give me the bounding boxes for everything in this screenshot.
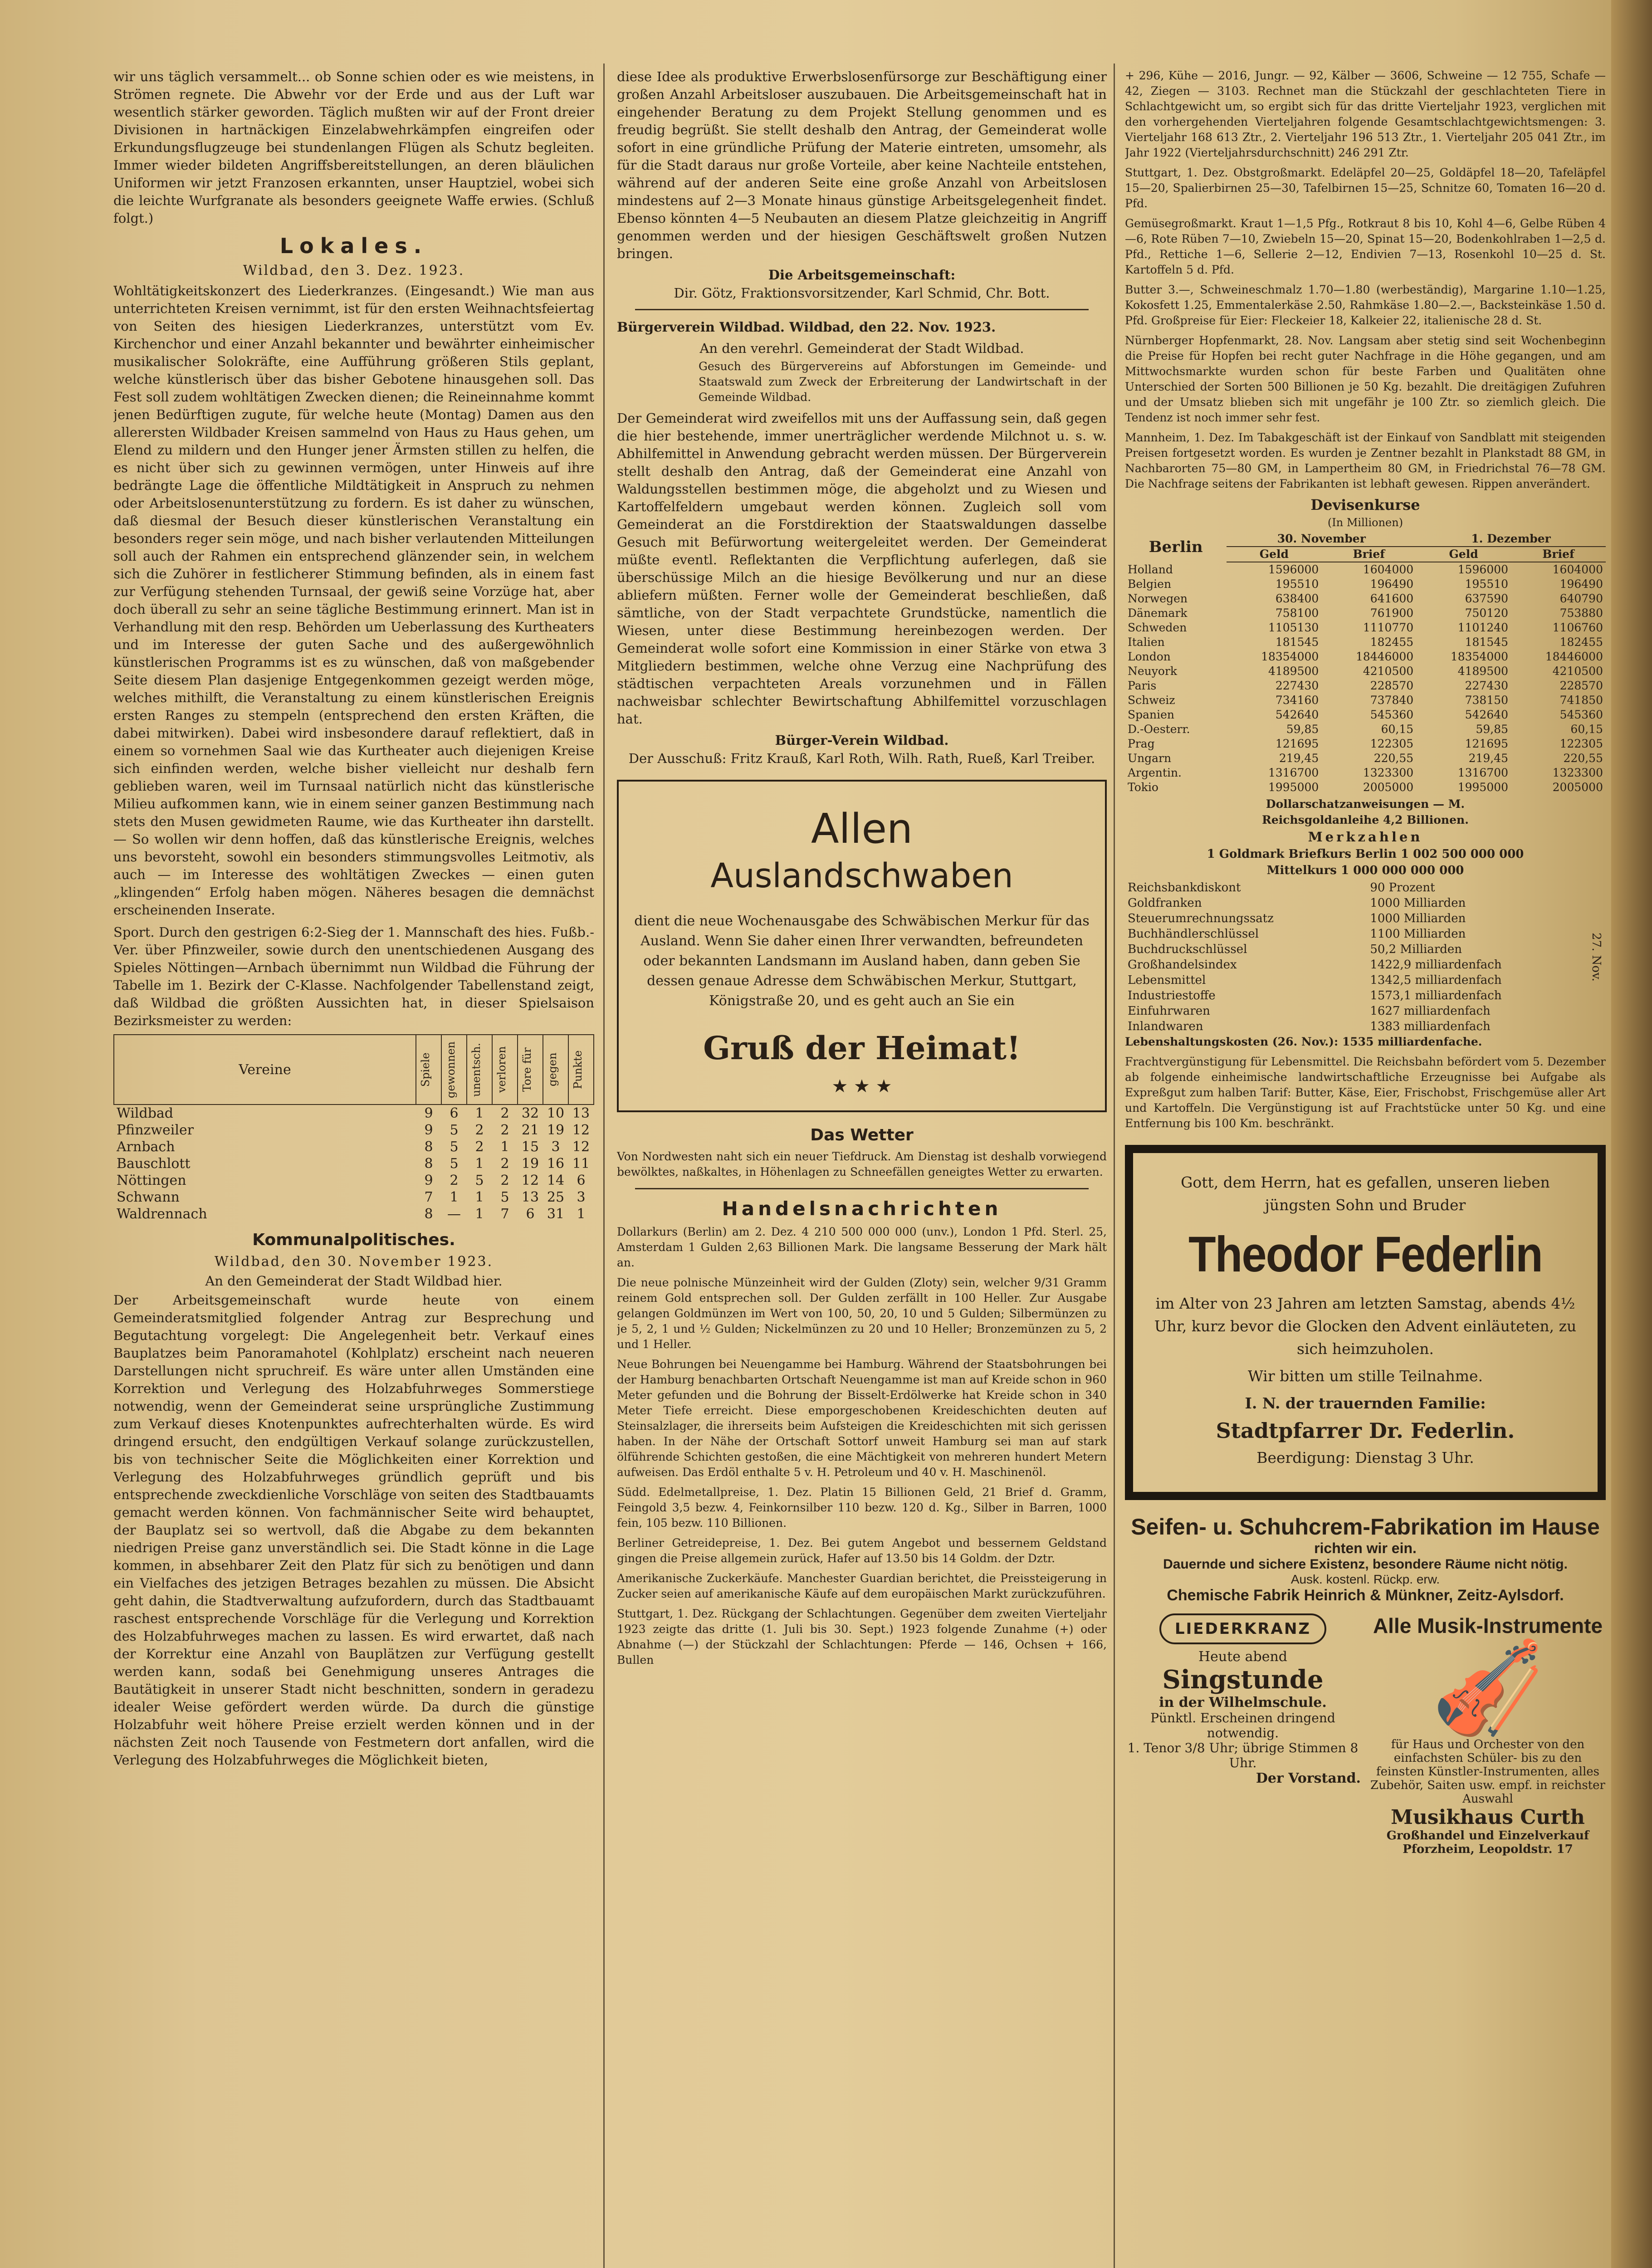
league-row-cell: 13 [572, 1105, 590, 1121]
ad-text: Der Vorstand. [1256, 1770, 1361, 1786]
index-row-cell: 1342,5 milliardenfach [1370, 973, 1502, 987]
league-header: gewonnen [445, 1041, 457, 1098]
index-row [1125, 988, 1587, 1003]
fx-row-cell: 181545 [1465, 635, 1509, 649]
fx-row-cell: 638400 [1275, 592, 1319, 605]
fx-row-cell: 219,45 [1468, 752, 1509, 765]
fx-row-cell: 228570 [1559, 679, 1603, 692]
index-row-cell: 90 Prozent [1370, 881, 1435, 894]
trade-item: Amerikanische Zuckerkäufe. Manchester Guardian berichtet, die Preissteigerung in Zucker seien auf amerikanische Käufe auf dem europäischen Markt zurückzuführen. [617, 1572, 1107, 1600]
trade-item: Neue Bohrungen bei Neuengamme bei Hamburg. Während der Staatsbohrungen bei der Hamburg benachbarten Ortschaft Neuengamme ist man auf Kreide schon in 960 Meter gefunden und die Bohrung der Bisselt-Erdölwerke hat Kreide schon in 340 Meter Tiefe erreicht. Diese emporgeschobenen Kreideschichten deuten auf Steinsalzlager, die ihrerseits beim Aufsteigen die Kreideschichten mit sich gerissen haben. In der Nähe der Ortschaft Sottorf unweit Hamburg sei man auf stark ölführende Schichten gestoßen, die eine Mächtigkeit von mehreren hundert Metern aufweisen. Das Erdöl enthalte 5 v. H. Petroleum und 40 v. H. Maschinenöl. [617, 1358, 1107, 1479]
fx-row [1125, 737, 1606, 751]
fx-title: Devisenkurse [1310, 496, 1420, 513]
fx-row-cell: 4210500 [1552, 665, 1603, 678]
league-row-cell: 16 [547, 1156, 565, 1172]
fx-table [1125, 532, 1606, 795]
league-header: Punkte [572, 1050, 584, 1089]
signature-title: Bürger-Verein Wildbad. [775, 733, 949, 748]
league-row-cell: 6 [450, 1105, 459, 1121]
fx-row-cell: Neuyork [1128, 665, 1178, 678]
merk-title: Merkzahlen [1308, 829, 1423, 845]
market-news [1125, 68, 1606, 492]
league-header: unentsch. [470, 1042, 483, 1097]
index-row-cell: 1000 Milliarden [1370, 896, 1466, 910]
dateline: Wildbad, den 30. November 1923. [214, 1254, 494, 1270]
ad-heading: Singstunde [1162, 1665, 1324, 1695]
league-row-cell: 2 [475, 1122, 484, 1138]
market-item: + 296, Kühe — 2016, Jungr. — 92, Kälber — 3606, Schweine — 12 755, Schafe — 42, Ziegen — 3103. Rechnet man die Stückzahl der geschlachteten Tiere in Schlachtgewicht um, so ergibt sich für das dritte Vierteljahr 1923, verglichen mit den vorhergehenden Vierteljahren folgende Gesamtschlachtgewichtsmengen: 3. Vierteljahr 168 613 Ztr., 2. Vierteljahr 196 513 Ztr., 1. Vierteljahr 205 041 Ztr., im Jahr 1922 (Vierteljahrsdurchschnitt) 246 291 Ztr. [1125, 69, 1606, 159]
league-header: Tore für [521, 1047, 533, 1092]
index-row [1125, 942, 1587, 957]
section-title-wetter: Das Wetter [810, 1126, 914, 1144]
fx-row-cell: London [1128, 650, 1171, 663]
index-row-cell: 1422,9 milliardenfach [1370, 958, 1502, 972]
ad-text: Chemische Fabrik Heinrich & Münkner, Zeitz-Aylsdorf. [1167, 1587, 1564, 1604]
index-row-cell: Inlandwaren [1128, 1020, 1203, 1033]
index-row-cell: Reichsbankdiskont [1128, 881, 1241, 894]
merk-gold: 1 Goldmark Briefkurs Berlin 1 002 500 000 000 [1207, 847, 1524, 861]
market-item: Gemüsegroßmarkt. Kraut 1—1,5 Pfg., Rotkraut 8 bis 10, Kohl 4—6, Gelbe Rüben 4—6, Rote Rüben 7—10, Zwiebeln 15—20, Spinat 15—20, Bodenkohlraben 1—2,5 d. Pfd., Rettiche 1—6, Sellerie 2—12, Endivien 7—13, Rosenkohl 10—25 d. St. Kartoffeln 5 d. Pfd. [1125, 217, 1606, 276]
notice-text: im Alter von 23 Jahren am letzten Samstag, abends 4½ Uhr, kurz bevor die Glocken den Advent einläuteten, zu sich heimzuholen. [1154, 1295, 1577, 1358]
fx-row-cell: 122305 [1370, 737, 1414, 750]
index-row-cell: Buchhändlerschlüssel [1128, 927, 1259, 941]
index-footnote: Lebenshaltungskosten (26. Nov.): 1535 milliardenfache. [1125, 1035, 1482, 1048]
fx-row-cell: Holland [1128, 562, 1173, 576]
fx-row-cell: 734160 [1275, 694, 1319, 707]
death-notice [1125, 1145, 1606, 1500]
fx-row-cell: Spanien [1128, 708, 1175, 721]
fx-row-cell: 1995000 [1457, 781, 1509, 794]
league-row-cell: 5 [450, 1139, 459, 1155]
weather-report: Von Nordwesten naht sich ein neuer Tiefdruck. Am Dienstag ist deshalb vorwiegend bewölktes, naßkaltes, in Höhenlagen zu Schneefällen geneigtes Wetter zu erwarten. [617, 1150, 1107, 1178]
index-row-cell: 1100 Milliarden [1370, 927, 1466, 941]
league-row-cell: Nöttingen [117, 1173, 186, 1188]
league-row-cell: 19 [521, 1156, 539, 1172]
freight-news: Frachtvergünstigung für Lebensmittel. Die Reichsbahn befördert vom 5. Dezember ab folgende einheimische landwirtschaftliche Erzeugnisse bei Aufgabe als Expreßgut zum halben Tarif: Butter, Käse, Eier, Frischobst, Frischgemüse aller Art und Kartoffeln. Die Vergünstigung ist auf Frachtstücke unter 50 Kg. und eine Entfernung bis 100 Km. beschränkt. [1125, 1055, 1606, 1130]
fx-subtitle: (In Millionen) [1327, 516, 1403, 529]
article-continuation: diese Idee als produktive Erwerbslosenfürsorge zur Beschäftigung einer großen Anzahl Arbeitsloser auszubauen. Die Arbeitsgemeinschaft hat in eingehender Beratung zu dem Projekt Stellung genommen und es freudig begrüßt. Sie stellt deshalb den Antrag, der Gemeinderat wolle sofort in eine gründliche Prüfung der Materie eintreten, umsomehr, als für die Stadt daraus nur große Vorteile, aber keine Nachteile entstehen, während auf der anderen Seite eine große Anzahl von Arbeitslosen mindestens auf 2—3 Monate hinaus günstige Arbeitsgelegenheit findet. Ebenso könnten 4—5 Neubauten an diesem Platze gleichzeitig in Angriff genommen werden und der hiesigen Geschäftswelt großen Nutzen bringen. [617, 69, 1107, 261]
article-continuation: wir uns täglich versammelt... ob Sonne schien oder es wie meistens, in Strömen regnete. Die Abwehr vor der Erde und aus der Luft war wesentlich stärker geworden. Täglich mußten wir auf der Front dreier Divisionen in hartnäckigen Einzelabwehrkämpfen eingreifen oder Erkundungsflugzeuge bei stundenlangen Flügen als Schutz begleiten. Immer wieder bildeten Angriffsbereitstellungen, an deren bläulichen Uniformen wir jetzt Franzosen erkannten, unser Hauptziel, wobei sich die leichte Wurfgranate als besonders geeignete Waffe erwies. (Schluß folgt.) [113, 69, 594, 226]
fx-row-cell: 121695 [1465, 737, 1509, 750]
league-row-cell: 14 [547, 1173, 565, 1188]
index-row [1125, 895, 1587, 911]
fx-date: 1. Dezember [1416, 532, 1606, 547]
fx-row-cell: 542640 [1275, 708, 1319, 721]
league-row-cell: 11 [572, 1156, 590, 1172]
notice-text: Wir bitten um stille Teilnahme. [1247, 1367, 1483, 1385]
fx-row [1125, 562, 1606, 577]
signature-title: Die Arbeitsgemeinschaft: [768, 267, 956, 283]
league-row [114, 1122, 594, 1139]
signature-names: Dir. Götz, Fraktionsvorsitzender, Karl Schmid, Chr. Bott. [674, 285, 1050, 301]
fx-row-cell: Paris [1128, 679, 1157, 692]
ad-text: Dauernde und sichere Existenz, besondere Räume nicht nötig. [1163, 1557, 1568, 1572]
article-liederkranz: Wohltätigkeitskonzert des Liederkranzes. (Eingesandt.) Wie man aus unterrichteten Kreisen vernimmt, ist für den ersten Weihnachtsfeiertag von Seiten des hiesigen Liederkranzes, unterstützt vom Ev. Kirchenchor und einer Anzahl bekannter und bewährter einheimischer musikalischer Solokräfte, eine Aufführung größeren Stils geplant, welche künstlerisch über das bisher Gebotene hinausgehen soll. Das Fest soll zudem wohltätigen Zwecken dienen; die Reineinnahme kommt jenen Bedürftigen zugute, für welche heute (Montag) Damen aus den allerersten Wildbader Kreisen sammelnd von Haus zu Haus gehen, um Elend zu mildern und den Hunger jener Ärmsten stillen zu helfen, die es nicht über sich zu gewinnen vermögen, unter Hinweis auf ihre bedrängte Lage die öffentliche Mildtätigkeit in Anspruch zu nehmen oder Arbeitslosenunterstützung zu fordern. Es ist daher zu wünschen, daß diesmal der Besuch dieser künstlerischen Veranstaltung ein besonders reger sein möge, und nach bisher verlautenden Mitteilungen soll auch der Rahmen ein entsprechend glänzender sein, in welchem sich die Zuhörer in festlicherer Stimmung befinden, als in einem fast zur Verfügung stehenden Turnsaal, der gewiß seine Vorzüge hat, aber doch überall zu sehr an seine tägliche Bestimmung erinnert. Man ist in Verhandlung mit den resp. Behörden um Ueberlassung des Kurtheaters und im Interesse der guten Sache und des außergewöhnlich künstlerischen Programms ist es zu wünschen, daß von maßgebender Seite diesem Plan dasjenige Entgegenkommen gezeigt werden möge, welches mithilft, die Veranstaltung zu einem künstlerischen Ereignis ersten Ranges zu stempeln (entsprechend den ersten Kräften, die dabei mitwirken). Dabei wird insbesondere darauf reflektiert, daß in einem so vornehmen Saal wie das Kurtheater auch diejenigen Kreise sich einfinden werden, welche bisher vielleicht nur deshalb fern geblieben waren, weil im Turnsaal natürlich nicht das künstlerische Milieu aufkommen kann, wie in einem seiner ganzen Bestimmung nach stets den Musen gewidmeten Raume, wie das Kurtheater ihn darstellt. — So wollen wir denn hoffen, daß das künstlerische Ereignis, welches uns bevorsteht, sowohl ein besonders stimmungsvolles Leitmotiv, als auch — im Interesse des wohltätigen Zweckes — einen guten „klingenden“ Erfolg haben mögen. Näheres besagen die demnächst erscheinenden Inserate. [113, 283, 594, 918]
index-row-cell: Industriestoffe [1128, 989, 1216, 1002]
ad-text: in der Wilhelmschule. [1159, 1695, 1327, 1711]
column-rule [1114, 64, 1115, 2268]
league-row-cell: 12 [572, 1139, 590, 1155]
league-row-cell: 1 [475, 1105, 484, 1121]
fx-row-cell: 18354000 [1261, 650, 1319, 663]
market-item: Stuttgart, 1. Dez. Obstgroßmarkt. Edeläpfel 20—25, Goldäpfel 18—20, Tafeläpfel 15—20, Spalierbirnen 25—30, Tafelbirnen 15—25, Schnitze 60, Tomaten 16—20 d. Pfd. [1125, 166, 1606, 210]
fx-row-cell: 18354000 [1450, 650, 1509, 663]
fx-row-cell: 2005000 [1363, 781, 1414, 794]
index-row-cell: Goldfranken [1128, 896, 1202, 910]
fx-row-cell: 196490 [1559, 577, 1603, 591]
ad-text: Großhandel und Einzelverkauf Pforzheim, Leopoldstr. 17 [1386, 1829, 1589, 1856]
fx-row-cell: 1604000 [1363, 563, 1414, 576]
fx-row-cell: 182455 [1370, 635, 1414, 649]
league-row-cell: 9 [424, 1122, 433, 1138]
index-row-cell: 1000 Milliarden [1370, 912, 1466, 925]
league-row-cell: 5 [500, 1189, 509, 1205]
league-row [114, 1139, 594, 1155]
ad-heading: Allen [811, 805, 913, 853]
fx-row-cell: 227430 [1465, 679, 1509, 692]
league-row-cell: 5 [450, 1156, 459, 1172]
fx-row-cell: 641600 [1370, 592, 1414, 605]
league-header: Vereine [114, 1035, 416, 1105]
fx-row-cell: Argentin. [1128, 766, 1182, 779]
index-row [1125, 926, 1587, 942]
ad-heading: Musikhaus Curth [1391, 1806, 1585, 1829]
league-row-cell: 9 [424, 1173, 433, 1188]
index-row-cell: Großhandelsindex [1128, 958, 1237, 972]
section-title-handel: Handelsnachrichten [722, 1198, 1002, 1220]
fx-row-cell: 1106760 [1552, 621, 1603, 634]
stars-icon: ★ ★ ★ [831, 1076, 892, 1097]
league-header: Spiele [419, 1052, 432, 1087]
fx-row-cell: 750120 [1465, 606, 1509, 620]
league-row-cell: 25 [547, 1189, 565, 1205]
fx-row-cell: 545360 [1370, 708, 1414, 721]
fx-row [1125, 577, 1606, 591]
fx-row-cell: Italien [1128, 635, 1165, 649]
league-row-cell: 7 [500, 1206, 509, 1222]
ad-text: Pünktl. Erscheinen dringend notwendig. [1150, 1711, 1335, 1740]
fx-row [1125, 650, 1606, 664]
ad-row [1125, 1613, 1606, 1856]
fx-row-cell: 4210500 [1363, 665, 1414, 678]
fx-row-cell: Dänemark [1128, 606, 1188, 620]
league-row-cell: 2 [450, 1173, 459, 1188]
league-row-cell: 21 [521, 1122, 539, 1138]
league-table [113, 1034, 594, 1222]
ad-text: dient die neue Wochenausgabe des Schwäbischen Merkur für das Ausland. Wenn Sie daher einen Ihrer verwandten, befreundeten oder bekannten Landsmann im Ausland haben, dann geben Sie dessen genaue Adresse dem Schwäbischen Merkur, Stuttgart, Königstraße 20, und es geht auch an Sie ein [634, 913, 1090, 1009]
addressee: An den verehrl. Gemeinderat der Stadt Wildbad. [699, 341, 1024, 356]
divider [635, 309, 1089, 310]
buergerverein-heading: Bürgerverein Wildbad. Wildbad, den 22. Nov. 1923. [617, 319, 996, 335]
notice-text: Beerdigung: Dienstag 3 Uhr. [1256, 1449, 1474, 1466]
league-row-cell: 3 [551, 1139, 560, 1155]
fx-row-cell: 181545 [1275, 635, 1319, 649]
fx-row [1125, 591, 1606, 606]
ad-text: 1. Tenor 3/8 Uhr; übrige Stimmen 8 Uhr. [1127, 1740, 1359, 1770]
trade-item: Stuttgart, 1. Dez. Rückgang der Schlachtungen. Gegenüber dem zweiten Vierteljahr 1923 zeigte das dritte (1. Juli bis 30. Sept.) 1923 folgende Zunahme (+) oder Abnahme (—) der Stückzahl der Schlachtungen: Pferde — 146, Ochsen + 166, Bullen [617, 1607, 1107, 1667]
fx-note: Reichsgoldanleihe 4,2 Billionen. [1262, 813, 1469, 826]
fx-row-cell: 758100 [1275, 606, 1319, 620]
league-row-cell: 32 [521, 1105, 539, 1121]
league-row-cell: 12 [521, 1173, 539, 1188]
league-row-cell: 10 [547, 1105, 565, 1121]
trade-item: Südd. Edelmetallpreise, 1. Dez. Platin 15 Billionen Geld, 21 Brief d. Gramm, Feingold 3,5 bezw. 4, Feinkornsilber 110 bezw. 120 d. Kg., Silber in Barren, 1000 fein, 105 bezw. 110 Billionen. [617, 1486, 1107, 1530]
league-row-cell: 1 [577, 1206, 586, 1222]
fx-row-cell: 1604000 [1552, 563, 1603, 576]
fx-row [1125, 722, 1606, 737]
fx-row [1125, 679, 1606, 693]
signature-names: Der Ausschuß: Fritz Krauß, Karl Roth, Wilh. Rath, Rueß, Karl Treiber. [628, 751, 1095, 766]
column-rule [603, 64, 605, 2268]
fx-row-cell: 753880 [1559, 606, 1603, 620]
league-row-cell: 2 [500, 1156, 509, 1172]
fx-row-cell: Prag [1128, 737, 1155, 750]
league-row [114, 1189, 594, 1206]
league-row [114, 1206, 594, 1222]
fx-row [1125, 606, 1606, 621]
fx-row-cell: Belgien [1128, 577, 1172, 591]
ad-heading: Auslandschwaben [710, 856, 1013, 895]
ad-text: Ausk. kostenl. Rückp. erw. [1290, 1572, 1440, 1586]
deceased-name: Theodor Federlin [1188, 1227, 1542, 1282]
fx-row-cell: 1596000 [1268, 563, 1319, 576]
fx-row-cell: 545360 [1559, 708, 1603, 721]
fx-row-cell: 60,15 [1570, 723, 1603, 736]
market-item: Nürnberger Hopfenmarkt, 28. Nov. Langsam aber stetig sind seit Wochenbeginn die Preise für Hopfen bei recht guter Nachfrage in die Höhe gegangen, und am Mittwochsmarkte wurden schon für beste Farben und Qualitäten ohne Unterschied der Sorten 500 Billionen je 50 Kg. bezahlt. Die dreitägigen Zufuhren und der Umsatz blieben sich mit ungefähr je 100 Ztr. so ziemlich gleich. Die Tendenz ist noch immer sehr fest. [1125, 334, 1606, 424]
notice-text: I. N. der trauernden Familie: [1245, 1394, 1486, 1412]
fx-row [1125, 621, 1606, 635]
index-row-cell: Steuerumrechnungssatz [1128, 912, 1274, 925]
index-row [1125, 973, 1587, 988]
fx-row [1125, 664, 1606, 679]
market-item: Butter 3.—, Schweineschmalz 1.70—1.80 (werbeständig), Margarine 1.10—1.25, Kokosfett 1.25, Emmentalerkäse 2.50, Rahmkäse 1.80—2.—, Backsteinkäse 1.50 d. Pfd. Großpreise für Eier: Fleckeier 18, Kalkeier 22, italienische 28 d. St. [1125, 283, 1606, 327]
article-buergerverein: Der Gemeinderat wird zweifellos mit uns der Auffassung sein, daß gegen die hier bestehende, immer unerträglicher werdende Milchnot u. s. w. Abhilfemittel in Anwendung gebracht werden müssen. Der Bürgerverein stellt deshalb den Antrag, daß der Gemeinderat eine Anzahl von Waldungsstellen bestimmen möge, die abgeholzt und zu Wiesen und Kartoffelfeldern umgebaut werden können. Zugleich soll vom Gemeinderat an die Forstdirektion der Staatswaldungen dasselbe Gesuch mit Befürwortung weitergeleitet werden. Der Gemeinderat müßte eventl. Reflektanten die Verpflichtung auferlegen, daß sie überschüssige Milch an die hiesige Bevölkerung und nur an diese abliefern müßten. Ferner wolle der Gemeinderat beschließen, daß sämtliche, von der Stadt verpachtete Grundstücke, namentlich die Wiesen, unter diese Bestimmung hereinbezogen werden. Der Gemeinderat wolle sofort eine Kommission in einer Stärke von etwa 3 Mitgliedern bestimmen, welche ohne Verzug eine Nachprüfung des städtischen verpachteten Areals vorzunehmen und in Fällen nachweisbar schlechter Bewirtschaftung Abhilfemittel vorzuschlagen hat. [617, 411, 1107, 727]
index-row-cell: Einfuhrwaren [1128, 1004, 1210, 1018]
fx-city: Berlin [1149, 538, 1203, 556]
trade-item: Dollarkurs (Berlin) am 2. Dez. 4 210 500 000 000 (unv.), London 1 Pfd. Sterl. 25, Amsterdam 1 Gulden 2,63 Billionen Mark. Die langsame Besserung der Mark hält an. [617, 1225, 1107, 1269]
league-row-cell: 6 [526, 1206, 535, 1222]
league-row-cell: 1 [475, 1156, 484, 1172]
ad-liederkranz [1125, 1613, 1361, 1856]
league-row-cell: 8 [424, 1139, 433, 1155]
index-table [1125, 880, 1587, 1034]
league-row-cell: 1 [475, 1189, 484, 1205]
fx-col: Brief [1321, 547, 1416, 562]
fx-row-cell: D.-Oesterr. [1128, 723, 1190, 736]
index-row-cell: Lebensmittel [1128, 973, 1206, 987]
league-row [114, 1105, 594, 1122]
merk-mittel: Mittelkurs 1 000 000 000 000 [1266, 864, 1464, 877]
league-header: gegen [546, 1052, 559, 1087]
league-row-cell: 8 [424, 1206, 433, 1222]
ad-musikhaus [1370, 1613, 1606, 1856]
page-edge [1611, 0, 1652, 2268]
fx-row-cell: 737840 [1370, 694, 1414, 707]
index-row [1125, 957, 1587, 973]
league-row-cell: 13 [521, 1189, 539, 1205]
column-3 [1125, 68, 1606, 1856]
fx-row-cell: 18446000 [1355, 650, 1414, 663]
fx-row-cell: 637590 [1465, 592, 1509, 605]
addressee: An den Gemeinderat der Stadt Wildbad hier. [205, 1273, 503, 1289]
fx-row [1125, 751, 1606, 766]
ad-seifen [1125, 1514, 1606, 1604]
fx-note: Dollarschatzanweisungen — M. [1266, 797, 1465, 811]
fx-row-cell: 761900 [1370, 606, 1414, 620]
league-row-cell: 8 [424, 1156, 433, 1172]
fx-row-cell: 640790 [1559, 592, 1603, 605]
league-row-cell: 2 [500, 1105, 509, 1121]
index-row [1125, 1019, 1587, 1034]
subject-line: Gesuch des Bürgervereins auf Abforstungen im Gemeinde- und Staatswald zum Zweck der Erbreiterung der Landwirtschaft in der Gemeinde Wildbad. [699, 360, 1107, 404]
violin-icon: 🎻 [1431, 1635, 1544, 1740]
fx-row [1125, 766, 1606, 780]
fx-row-cell: 2005000 [1552, 781, 1603, 794]
fx-row-cell: Schweden [1128, 621, 1187, 634]
league-row-cell: 1 [475, 1206, 484, 1222]
article-kommunal: Der Arbeitsgemeinschaft wurde heute von einem Gemeinderatsmitglied folgender Antrag zur Besprechung und Begutachtung vorgelegt: Die Angelegenheit betr. Verkauf eines Bauplatzes beim Panoramahotel (Kohlplatz) erscheint nach neueren Darstellungen nicht spruchreif. Es wäre unter allen Umständen eine Korrektion und Verlegung des Holzabfuhrweges Sommerstiege notwendig, wenn der Gemeinderat seine ursprüngliche Zustimmung zum Verkauf dieses Knotenpunktes aufrechterhalten würde. Es wird dringend ersucht, den endgültigen Verkauf solange zurückzustellen, bis von technischer Seite die Möglichkeiten einer Korrektion und Verlegung des Holzabfuhrweges gründlich geprüft und bis entsprechende zweckdienliche Vorschläge von seiten des Stadtbauamts gemacht werden können. Von fachmännischer Seite wird behauptet, der Bauplatz sei so wertvoll, daß die Abgabe zu dem bekannten niedrigen Preise ganz unverständlich sei. Die Stadt könne in die Lage kommen, in absehbarer Zeit den Platz für sich zu benötigen und dann ein Vielfaches des jetzigen Betrages bezahlen zu müssen. Die Absicht geht dahin, die Stadtverwaltung aufzufordern, durch das Stadtbauamt raschest entsprechende Vorschläge für die Verlegung und Korrektion des Holzabfuhrweges machen zu lassen. Es wird erwartet, daß nach der Korrektur eine Anzahl von Bauplätzen zur Verfügung gestellt werden kann, sodaß bei Genehmigung unseres Antrages die Bautätigkeit in unserer Stadt nicht beschnitten, sondern in geradezu idealer Weise gefördert werden würde. Da durch die günstige Holzabfuhr weit höhere Preise erzielt werden können und in der nächsten Zeit noch Tausende von Festmetern dort anfallen, wird die Verlegung des Holzabfuhrweges die Möglichkeit bieten, [113, 1292, 594, 1768]
market-item: Mannheim, 1. Dez. Im Tabakgeschäft ist der Einkauf von Sandblatt mit steigenden Preisen fortgesetzt worden. Es wurden je Zentner bezahlt in Plankstadt 88 GM, in Nachbarorten 75—80 GM, in Lampertheim 80 GM, in Friedrichstal 76—78 GM. Die Nachfrage seitens der Fabrikanten ist lebhaft gewesen. Rippen anverändert. [1125, 431, 1606, 490]
league-row-cell: 2 [500, 1122, 509, 1138]
divider [635, 1188, 1089, 1189]
fx-row-cell: 1101240 [1457, 621, 1509, 634]
league-row-cell: 5 [475, 1173, 484, 1188]
league-row-cell: 2 [475, 1139, 484, 1155]
league-row-cell: — [447, 1206, 461, 1222]
fx-row-cell: Ungarn [1128, 752, 1172, 765]
fx-row-cell: 1995000 [1268, 781, 1319, 794]
index-row-cell: 1627 milliardenfach [1370, 1004, 1491, 1018]
fx-row [1125, 635, 1606, 650]
index-row-cell: 1383 milliardenfach [1370, 1020, 1491, 1033]
liederkranz-logo: LIEDERKRANZ [1159, 1613, 1326, 1644]
fx-col: Brief [1511, 547, 1606, 562]
ad-text: richten wir ein. [1314, 1540, 1417, 1556]
notice-text: Gott, dem Herrn, hat es gefallen, unseren lieben jüngsten Sohn und Bruder [1181, 1173, 1550, 1214]
index-row-cell: 50,2 Milliarden [1370, 943, 1462, 956]
index-row [1125, 911, 1587, 926]
fx-row-cell: 195510 [1275, 577, 1319, 591]
league-row-cell: Pfinzweiler [117, 1122, 194, 1138]
index-row-cell: 1573,1 milliardenfach [1370, 989, 1502, 1002]
article-sport: Sport. Durch den gestrigen 6:2-Sieg der 1. Mannschaft des hies. Fußb.-Ver. über Pfinzweiler, sowie durch den unentschiedenen Ausgang des Spieles Nöttingen—Arnbach übernimmt nun Wildbad die Führung der Tabelle im 1. Bezirk der C-Klasse. Nachfolgender Tabellenstand zeigt, daß Wildbad die größten Aussichten hat, in dieser Spielsaison Bezirksmeister zu werden: [113, 924, 594, 1028]
fx-row-cell: 220,55 [1563, 752, 1603, 765]
column-1 [113, 68, 594, 1774]
column-2 [617, 68, 1107, 1672]
trade-item: Die neue polnische Münzeinheit wird der Gulden (Zloty) sein, welcher 9/31 Gramm reinem Gold entsprechen soll. Der Gulden zerfällt in 100 Heller. Zur Ausgabe gelangen Goldmünzen im Wert von 100, 50, 20, 10 und 5 Gulden; Silbermünzen zu je 5, 2, 1 und ½ Gulden; Nickelmünzen zu 20 und 10 Heller; Bronzemünzen zu 5, 2 und 1 Heller. [617, 1276, 1107, 1351]
fx-row-cell: 1323300 [1363, 766, 1414, 779]
fx-row-cell: Norwegen [1128, 592, 1188, 605]
index-row-cell: Buchdruckschlüssel [1128, 943, 1247, 956]
fx-col: Geld [1227, 547, 1321, 562]
league-row-cell: 19 [547, 1122, 565, 1138]
league-row-cell: 5 [450, 1122, 459, 1138]
league-row [114, 1155, 594, 1172]
dateline: Wildbad, den 3. Dez. 1923. [243, 263, 465, 279]
fx-row-cell: 121695 [1275, 737, 1319, 750]
trade-item: Berliner Getreidepreise, 1. Dez. Bei gutem Angebot und bessernem Geldstand gingen die Preise allgemein zurück, Hafer auf 13.50 bis 14 Goldm. der Dztr. [617, 1536, 1107, 1565]
fx-row-cell: 1110770 [1363, 621, 1414, 634]
ad-heading: Seifen- u. Schuhcrem-Fabrikation im Hause [1131, 1514, 1600, 1540]
ad-slogan: Gruß der Heimat! [703, 1029, 1021, 1067]
fx-row-cell: 1316700 [1268, 766, 1319, 779]
fx-row-cell: 1316700 [1457, 766, 1509, 779]
fx-row-cell: 738150 [1465, 694, 1509, 707]
fx-row-cell: 542640 [1465, 708, 1509, 721]
league-row-cell: 7 [424, 1189, 433, 1205]
league-header: verloren [495, 1046, 508, 1093]
fx-col: Geld [1416, 547, 1511, 562]
fx-row-cell: 227430 [1275, 679, 1319, 692]
ad-heading: Alle Musik-Instrumente [1373, 1614, 1603, 1637]
league-row-cell: 1 [500, 1139, 509, 1155]
ad-text: Heute abend [1198, 1649, 1287, 1665]
ad-text: für Haus und Orchester von den einfachsten Schüler- bis zu den feinsten Künstler-Instrumenten, alles Zubehör, Saiten usw. empf. in reichster Auswahl [1370, 1738, 1605, 1806]
fx-row-cell: 1596000 [1457, 563, 1509, 576]
fx-row-cell: 122305 [1559, 737, 1603, 750]
fx-row-cell: 1323300 [1552, 766, 1603, 779]
index-row [1125, 880, 1587, 895]
fx-row [1125, 693, 1606, 708]
fx-row-cell: 741850 [1559, 694, 1603, 707]
fx-row-cell: 60,15 [1381, 723, 1414, 736]
fx-row-cell: 18446000 [1545, 650, 1603, 663]
fx-row [1125, 780, 1606, 795]
index-row [1125, 1003, 1587, 1019]
ad-auslandschwaben [617, 780, 1107, 1112]
fx-row-cell: 220,55 [1373, 752, 1414, 765]
fx-row [1125, 708, 1606, 722]
fx-row-cell: 228570 [1370, 679, 1414, 692]
fx-row-cell: 195510 [1465, 577, 1509, 591]
fx-row-cell: 196490 [1370, 577, 1414, 591]
league-row-cell: 12 [572, 1122, 590, 1138]
league-row-cell: 15 [521, 1139, 539, 1155]
section-title-lokales: Lokales. [279, 234, 428, 258]
fx-row-cell: 59,85 [1476, 723, 1509, 736]
notice-text: Stadtpfarrer Dr. Federlin. [1216, 1418, 1515, 1443]
league-row-cell: 6 [577, 1173, 586, 1188]
league-row-cell: 1 [450, 1189, 459, 1205]
trade-news [617, 1224, 1107, 1668]
league-row-cell: Wildbad [117, 1105, 173, 1121]
league-row-cell: Schwann [117, 1189, 180, 1205]
fx-row-cell: 182455 [1559, 635, 1603, 649]
fx-date: 30. November [1227, 532, 1416, 547]
league-row-cell: 31 [547, 1206, 565, 1222]
fx-row-cell: 1105130 [1268, 621, 1319, 634]
fx-row-cell: Schweiz [1128, 694, 1175, 707]
league-row-cell: 9 [424, 1105, 433, 1121]
fx-row-cell: 219,45 [1279, 752, 1319, 765]
fx-row-cell: 59,85 [1286, 723, 1319, 736]
league-row-cell: Arnbach [117, 1139, 175, 1155]
league-row-cell: 2 [500, 1173, 509, 1188]
fx-row-cell: 4189500 [1268, 665, 1319, 678]
league-row-cell: Waldrennach [117, 1206, 207, 1222]
fx-row-cell: 4189500 [1457, 665, 1509, 678]
fx-row-cell: Tokio [1128, 781, 1158, 794]
league-row-cell: Bauschlott [117, 1156, 191, 1172]
section-title-kommunal: Kommunalpolitisches. [252, 1231, 455, 1249]
league-row-cell: 3 [577, 1189, 586, 1205]
league-row [114, 1172, 594, 1189]
index-date: 27. Nov. [1589, 933, 1603, 982]
